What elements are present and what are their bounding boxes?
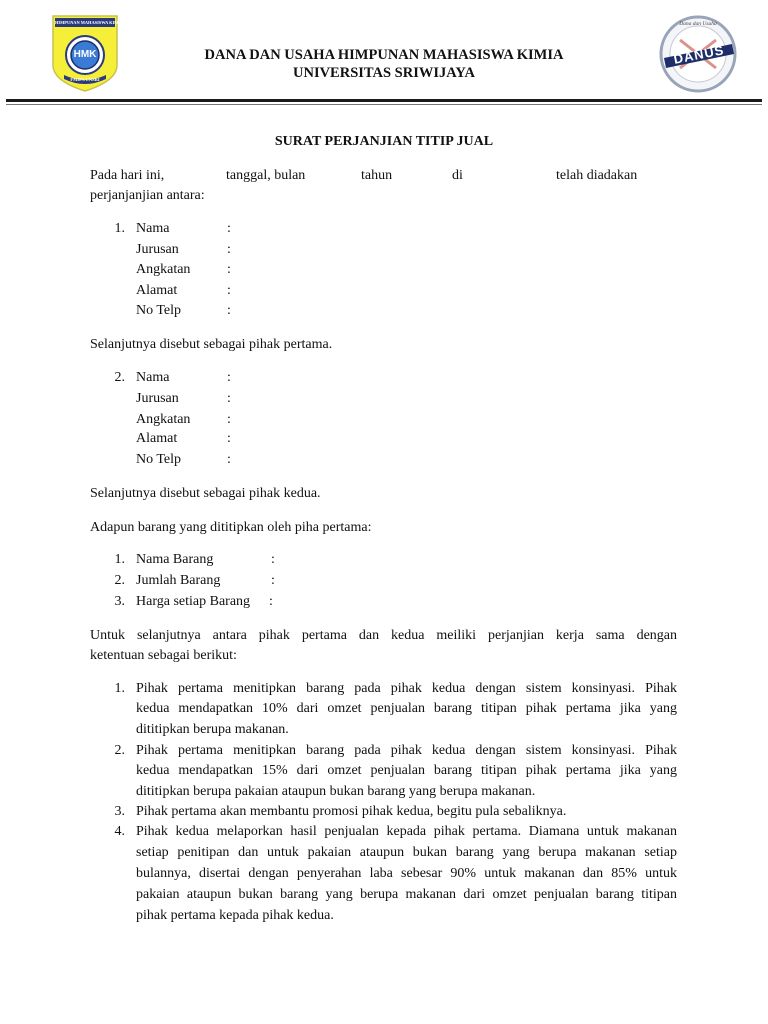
list-number: 1. xyxy=(114,681,125,696)
document-title: SURAT PERJANJIAN TITIP JUAL xyxy=(274,134,494,149)
opening-segment: di xyxy=(452,168,463,183)
field-colon: : xyxy=(227,283,231,298)
left-logo-center-text: HMK xyxy=(73,49,97,60)
term-line: Pihak pertama menitipkan barang pada pihak kedua dengan sistem konsinyasi. Pihak xyxy=(136,743,677,758)
field-label: Jurusan xyxy=(136,242,179,257)
goods-item-label: Nama Barang xyxy=(136,552,214,567)
field-label: Jurusan xyxy=(136,391,179,406)
field-colon: : xyxy=(227,412,231,427)
list-number: 2. xyxy=(114,370,125,385)
term-line: Pihak kedua melaporkan hasil penjualan kepada pihak pertama. Diamana untuk makanan xyxy=(136,824,677,839)
left-logo-top-text: HIMPUNAN MAHASISWA KIMIA xyxy=(55,20,124,25)
party-two-designation: Selanjutnya disebut sebagai pihak kedua. xyxy=(90,486,321,501)
university-name: UNIVERSITAS SRIWIJAYA xyxy=(293,65,475,81)
term-line: Pihak pertama akan membantu promosi pihak kedua, begitu pula sebaliknya. xyxy=(136,804,567,819)
list-number: 3. xyxy=(114,804,125,819)
field-colon: : xyxy=(227,221,231,236)
term-line: dititipkan berupa makanan. xyxy=(136,722,289,737)
right-logo-ring-text: Dana dan Usaha xyxy=(679,21,717,27)
goods-item-label: Jumlah Barang xyxy=(136,573,221,588)
field-colon: : xyxy=(227,431,231,446)
field-colon: : xyxy=(227,303,231,318)
field-colon: : xyxy=(227,242,231,257)
goods-intro: Adapun barang yang dititipkan oleh piha pertama: xyxy=(90,520,372,535)
field-colon: : xyxy=(271,573,275,588)
list-number: 2. xyxy=(114,743,125,758)
term-line: bulannya, disertai dengan penyerahan laba sebesar 90% untuk makanan dan 85% untuk xyxy=(136,866,677,881)
opening-continuation: perjanjanjian antara: xyxy=(90,188,205,203)
term-line: pihak pertama kepada pihak kedua. xyxy=(136,908,334,923)
opening-segment: Pada hari ini, xyxy=(90,168,165,183)
opening-segment: tanggal, bulan xyxy=(226,168,306,183)
field-colon: : xyxy=(227,391,231,406)
agreement-intro-line: Untuk selanjutnya antara pihak pertama dan kedua meiliki perjanjian kerja sama dengan xyxy=(90,628,677,643)
list-number: 4. xyxy=(114,824,125,839)
party-one-designation: Selanjutnya disebut sebagai pihak pertama. xyxy=(90,337,333,352)
field-colon: : xyxy=(227,452,231,467)
field-label: Angkatan xyxy=(136,262,191,277)
field-colon: : xyxy=(227,370,231,385)
org-name: DANA DAN USAHA HIMPUNAN MAHASISWA KIMIA xyxy=(204,47,564,63)
field-label: No Telp xyxy=(136,303,182,318)
field-label: Alamat xyxy=(136,283,178,298)
field-colon: : xyxy=(269,594,273,609)
field-label: Alamat xyxy=(136,431,178,446)
field-label: No Telp xyxy=(136,452,182,467)
term-line: pakaian ataupun bukan barang yang berupa makanan dari omzet penjualan barang titipan xyxy=(136,887,677,902)
opening-segment: telah diadakan xyxy=(556,168,638,183)
header-divider xyxy=(6,99,762,102)
goods-item-label: Harga setiap Barang xyxy=(136,594,251,609)
list-number: 3. xyxy=(114,594,125,609)
field-colon: : xyxy=(271,552,275,567)
field-label: Nama xyxy=(136,221,170,236)
term-line: dititipkan berupa pakaian ataupun bukan barang yang berupa makanan. xyxy=(136,784,536,799)
right-logo xyxy=(658,14,738,94)
term-line: setiap penitipan dan untuk pakaian ataupun bukan barang yang berupa makanan setiap xyxy=(136,845,677,860)
opening-segment: tahun xyxy=(361,168,393,183)
term-line: kedua mendapatkan 15% dari omzet penjualan barang titipan pihak pertama jika yang xyxy=(136,763,677,778)
list-number: 2. xyxy=(114,573,125,588)
header-divider-thin xyxy=(6,104,762,105)
list-number: 1. xyxy=(114,552,125,567)
right-logo-main-text: DANUS xyxy=(672,42,726,67)
term-line: kedua mendapatkan 10% dari omzet penjualan barang titipan pihak pertama jika yang xyxy=(136,701,677,716)
field-label: Angkatan xyxy=(136,412,191,427)
agreement-intro-line: ketentuan sebagai berikut: xyxy=(90,648,237,663)
term-line: Pihak pertama menitipkan barang pada pihak kedua dengan sistem konsinyasi. Pihak xyxy=(136,681,677,696)
left-logo-bottom-text: FMIPA UNSRI xyxy=(70,77,100,82)
list-number: 1. xyxy=(114,221,125,236)
field-colon: : xyxy=(227,262,231,277)
header-title xyxy=(0,46,768,82)
field-label: Nama xyxy=(136,370,170,385)
